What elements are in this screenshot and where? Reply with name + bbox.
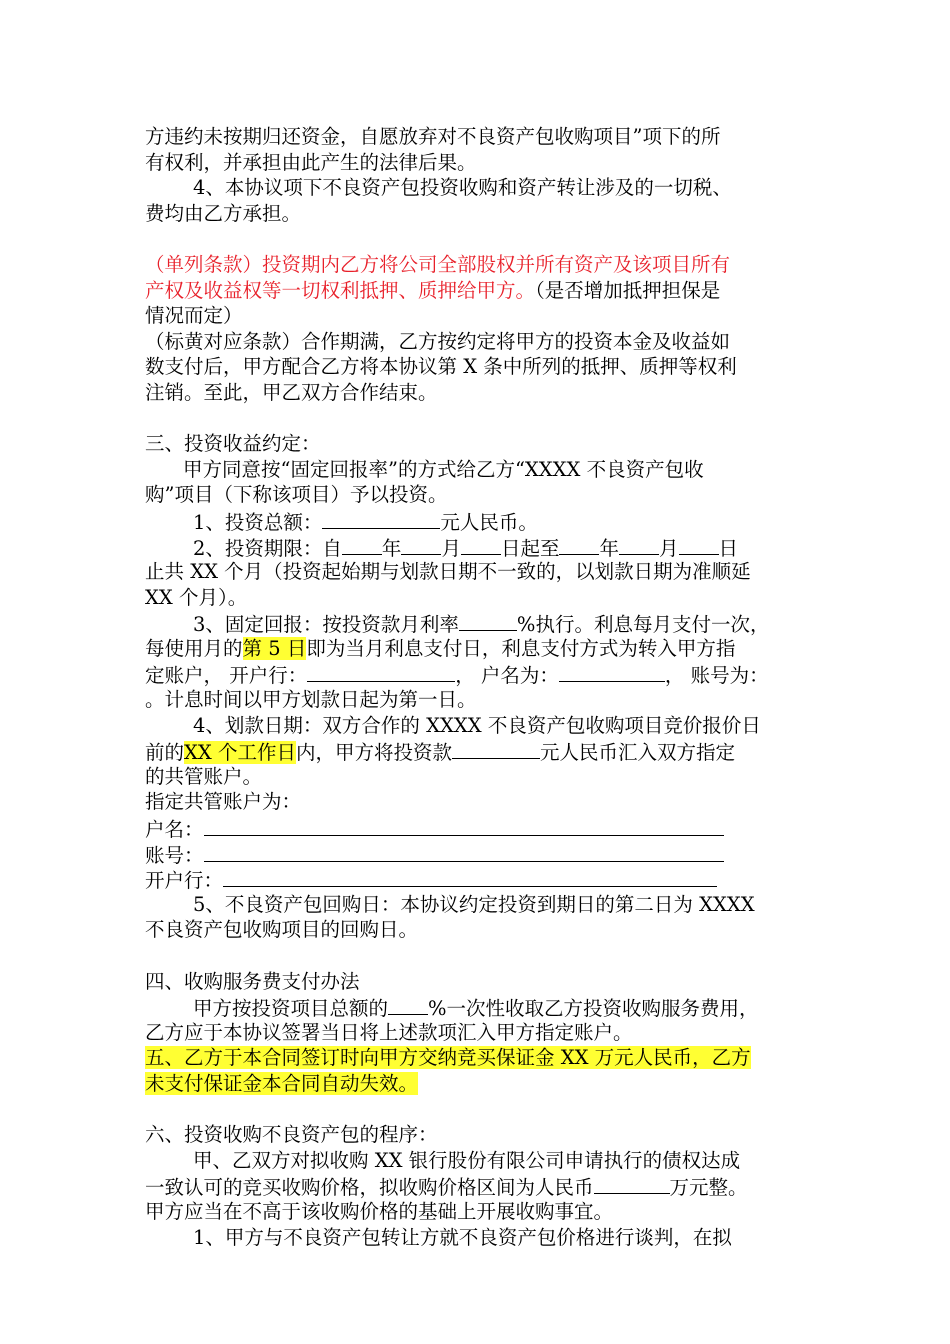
section-6-title: 六、投资收购不良资产包的程序： (145, 1123, 438, 1147)
account-bank-row (145, 866, 810, 892)
item-text: 日 (718, 536, 739, 560)
paragraph-line: 4、划款日期：双方合作的 XXXX 不良资产包收购项目竞价报价日 (193, 713, 761, 737)
highlighted-text: 第 5 日 (242, 636, 307, 660)
paragraph-line: 注销。至此，甲乙双方合作结束。 (145, 380, 438, 404)
fill-blank[interactable] (401, 534, 441, 555)
paragraph-line (145, 1173, 810, 1199)
item-text: 定账户， 开户行： (145, 664, 308, 688)
field-label: 账号： (145, 843, 204, 867)
item-text: 年 (599, 536, 619, 560)
item-text: %一次性收取乙方投资收购服务费用， (428, 997, 759, 1021)
highlighted-text: 五、乙方于本合同签订时向甲方交纳竞买保证金 XX 万元人民币，乙方 (145, 1046, 751, 1070)
fill-blank[interactable] (459, 610, 517, 631)
paragraph-line: 甲方应当在不高于该收购价格的基础上开展收购事宜。 (145, 1199, 614, 1223)
paragraph-line: 数支付后，甲方配合乙方将本协议第 X 条中所列的抵押、质押等权利 (145, 355, 737, 379)
item-investment-period (145, 534, 810, 560)
paragraph-line (145, 661, 810, 687)
paragraph-line: 5、不良资产包回购日：本协议约定投资到期日的第二日为 XXXX (193, 892, 755, 916)
item-text: %执行。利息每月支付一次， (516, 613, 770, 637)
separate-clause-line: （单列条款）投资期内乙方将公司全部股权并所有资产及该项目所有 (145, 252, 731, 276)
item-label: 1、投资总额： (193, 510, 323, 534)
paragraph-line: 有权利，并承担由此产生的法律后果。 (145, 150, 477, 174)
item-text: 月 (658, 536, 679, 560)
fill-blank[interactable] (559, 534, 599, 555)
account-number-blank[interactable] (204, 841, 724, 862)
paragraph-line: 。计息时间以甲方划款日起为第一日。 (145, 688, 477, 712)
account-bank-blank[interactable] (223, 866, 717, 887)
item-text: ， 账号为： (664, 664, 769, 688)
fill-blank[interactable] (307, 661, 455, 682)
item-total-investment (145, 508, 810, 534)
highlighted-text: XX 个工作日 (184, 741, 296, 765)
item-text: 即为当月利息支付日，利息支付方式为转入甲方指 (306, 636, 736, 660)
account-name-row (145, 815, 810, 841)
item-text: 一致认可的竞买收购价格，拟收购价格区间为人民币 (145, 1176, 594, 1200)
item-text: 每使用月的 (145, 636, 243, 660)
item-label: 3、固定回报：按投资款月利率 (193, 613, 459, 637)
item-text: ， 户名为： (455, 664, 559, 688)
item-text: 甲方按投资项目总额的 (193, 997, 389, 1021)
paragraph-line: 的共管账户。 (145, 764, 263, 788)
item-text: 元人民币汇入双方指定 (540, 741, 736, 765)
fill-blank[interactable] (342, 534, 382, 555)
paragraph-line (145, 994, 810, 1020)
section-5-line (145, 1045, 810, 1071)
paragraph-line: 止共 XX 个月（投资起始期与划款日期不一致的，以划款日期为准顺延 (145, 560, 751, 584)
paragraph-line: 甲方同意按“固定回报率”的方式给乙方“XXXX 不良资产包收 (183, 457, 704, 481)
fill-blank[interactable] (322, 508, 440, 529)
item-text: 万元整。 (669, 1176, 748, 1200)
item-text: 内，甲方将投资款 (295, 741, 452, 765)
paragraph-line: 费均由乙方承担。 (145, 201, 302, 225)
document-body (145, 124, 810, 1250)
item-text: 元人民币。 (440, 510, 538, 534)
paragraph-line: 不良资产包收购项目的回购日。 (145, 918, 419, 942)
item-fixed-return (145, 610, 810, 636)
paragraph-line: 4、本协议项下不良资产包投资收购和资产转让涉及的一切税、 (193, 176, 732, 200)
item-text: 日起至 (500, 536, 560, 560)
fill-blank[interactable] (559, 661, 665, 682)
section-5-line (145, 1071, 810, 1097)
note-text: （是否增加抵押担保是 (535, 278, 721, 302)
fill-blank[interactable] (452, 738, 540, 759)
field-label: 开户行： (145, 869, 224, 893)
account-number-row (145, 841, 810, 867)
paragraph-line: XX 个月）。 (145, 585, 248, 609)
fill-blank[interactable] (679, 534, 719, 555)
item-text: 年 (381, 536, 402, 560)
separate-clause-line (145, 278, 810, 304)
paragraph-line: 1、甲方与不良资产包转让方就不良资产包价格进行谈判，在拟 (193, 1225, 732, 1249)
section-4-title: 四、收购服务费支付办法 (145, 969, 360, 993)
paragraph-line: 乙方应于本协议签署当日将上述款项汇入甲方指定账户。 (145, 1020, 633, 1044)
account-name-blank[interactable] (204, 815, 724, 836)
paragraph-line: 情况而定） (145, 304, 243, 328)
field-label: 户名： (145, 818, 204, 842)
paragraph-line (145, 636, 810, 662)
paragraph-line: 甲、乙双方对拟收购 XX 银行股份有限公司申请执行的债权达成 (193, 1148, 741, 1172)
account-title: 指定共管账户为： (145, 790, 302, 814)
item-text: 月 (441, 536, 461, 560)
paragraph-line: （标黄对应条款）合作期满，乙方按约定将甲方的投资本金及收益如 (145, 329, 731, 353)
fill-blank[interactable] (388, 994, 428, 1015)
fill-blank[interactable] (619, 534, 659, 555)
section-3-title: 三、投资收益约定： (145, 432, 321, 456)
highlighted-text: 未支付保证金本合同自动失效。 (145, 1071, 419, 1095)
fill-blank[interactable] (594, 1173, 670, 1194)
fill-blank[interactable] (461, 534, 501, 555)
red-text: 产权及收益权等一切权利抵押、质押给甲方。 (145, 278, 536, 302)
paragraph-line (145, 738, 810, 764)
item-text: 前的 (145, 741, 185, 765)
paragraph-line: 购”项目（下称该项目）予以投资。 (145, 483, 448, 507)
item-label: 2、投资期限：自 (193, 536, 342, 560)
paragraph-line: 方违约未按期归还资金，自愿放弃对不良资产包收购项目”项下的所 (145, 125, 721, 148)
